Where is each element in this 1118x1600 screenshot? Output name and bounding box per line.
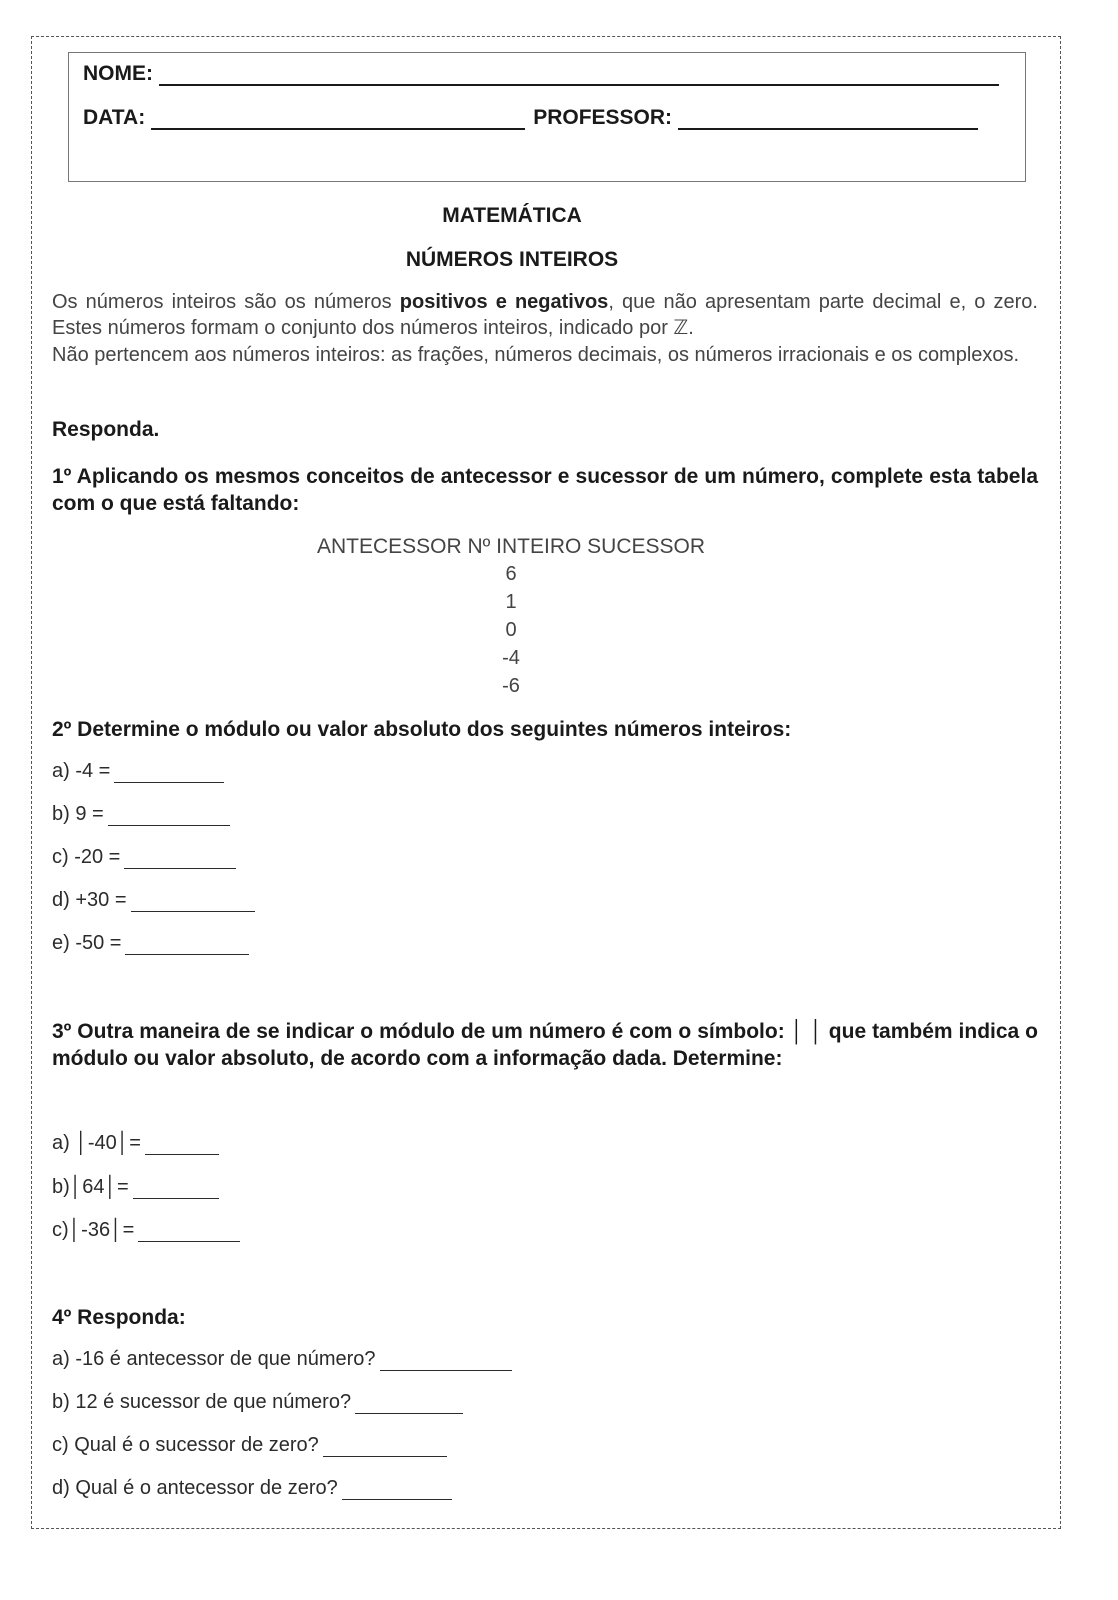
answer-blank[interactable] [125,936,249,955]
responda-label: Responda. [52,418,160,441]
q3-item-a: a) │-40│= [52,1132,219,1155]
table-value: 1 [505,591,517,613]
name-field[interactable] [159,64,999,86]
answer-blank[interactable] [108,807,230,826]
name-line [83,62,999,86]
q2-item-d: d) +30 = [52,889,255,912]
q4-item-d: d) Qual é o antecessor de zero? [52,1477,452,1500]
question-2: 2º Determine o módulo ou valor absoluto dos seguintes números inteiros: [52,718,792,741]
subject-title: MATEMÁTICA [442,204,582,227]
answer-blank[interactable] [131,893,255,912]
answer-blank[interactable] [124,850,236,869]
table-header: ANTECESSOR Nº INTEIRO SUCESSOR [316,535,706,558]
topic-title: NÚMEROS INTEIROS [405,248,619,271]
q3-item-c: c)│-36│= [52,1219,240,1242]
question-1: 1º Aplicando os mesmos conceitos de antecessor e sucessor de um número, complete esta tabela com o que está faltando: [52,465,1038,515]
intro-paragraph-2: Não pertencem aos números inteiros: as frações, números decimais, os números irracionais e os complexos. [52,344,1020,366]
answer-blank[interactable] [323,1438,447,1457]
name-label: NOME: [83,62,153,85]
question-3: 3º Outra maneira de se indicar o módulo de um número é com o símbolo: │ │ que também indica o módulo ou valor absoluto, de acordo com a informação dada. Determine: [52,1020,1038,1070]
q2-item-a: a) -4 = [52,760,224,783]
intro-paragraph-1: Os números inteiros são os números positivos e negativos, que não apresentam parte decimal e, o zero. Estes números formam o conjunto dos números inteiros, indicado por ℤ. [52,291,1038,339]
table-value: 6 [505,563,517,585]
answer-blank[interactable] [145,1136,219,1155]
q2-item-c: c) -20 = [52,846,236,869]
q2-item-b: b) 9 = [52,803,230,826]
q4-item-b: b) 12 é sucessor de que número? [52,1391,463,1414]
answer-blank[interactable] [138,1223,240,1242]
q2-item-e: e) -50 = [52,932,249,955]
date-field[interactable] [151,108,525,130]
date-label: DATA: [83,106,146,129]
q4-item-c: c) Qual é o sucessor de zero? [52,1434,447,1457]
date-line [83,106,978,130]
q4-item-a: a) -16 é antecessor de que número? [52,1348,512,1371]
answer-blank[interactable] [114,764,224,783]
answer-blank[interactable] [133,1180,219,1199]
professor-field[interactable] [678,108,978,130]
question-4: 4º Responda: [52,1306,186,1329]
answer-blank[interactable] [355,1395,463,1414]
answer-blank[interactable] [342,1481,452,1500]
table-value: -6 [502,675,520,697]
answer-blank[interactable] [380,1352,512,1371]
table-value: -4 [502,647,520,669]
q3-item-b: b)│64│= [52,1176,219,1199]
professor-label: PROFESSOR: [533,106,673,129]
table-value: 0 [505,619,517,641]
